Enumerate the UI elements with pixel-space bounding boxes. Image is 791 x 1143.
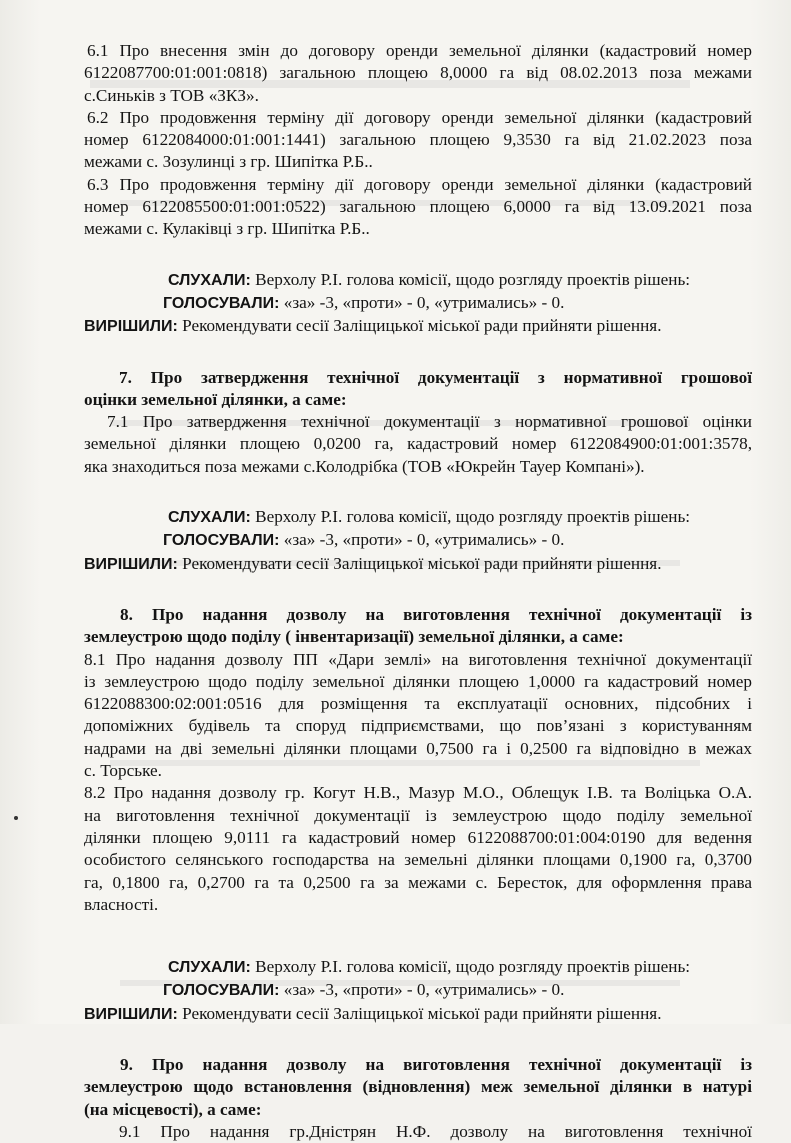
item-6-1-line-2: 6122087700:01:001:0818) загальною площею 8,0000 га від 08.02.2013 поза межами: [84, 63, 752, 83]
heard-text: Верхолу Р.І. голова комісії, щодо розгляду проектів рішень:: [250, 269, 691, 289]
item-6-3-line-3: межами с. Кулаківці з гр. Шипітка Р.Б..: [84, 219, 370, 239]
voted-label: ГОЛОСУВАЛИ:: [163, 532, 280, 550]
heard-label: СЛУХАЛИ:: [168, 959, 251, 977]
item-8-2-line-2: на виготовлення технічної документації із землеустрою щодо поділу земельної: [84, 805, 752, 825]
heard-line-8: [84, 956, 752, 979]
item-8-2-line-1: 8.2 Про надання дозволу гр. Когут Н.В., Мазур М.О., Облещук І.В. та Воліцька О.А.: [84, 783, 752, 803]
heard-text: Верхолу Р.І. голова комісії, щодо розгляду проектів рішень:: [250, 957, 691, 977]
voted-label: ГОЛОСУВАЛИ:: [163, 982, 280, 1000]
voted-line-6: [84, 292, 752, 315]
voted-label: ГОЛОСУВАЛИ:: [163, 294, 280, 312]
section-9-heading-line-1: 9. Про надання дозволу на виготовлення технічної документації із: [120, 1054, 752, 1074]
item-6-3-line-2: номер 6122085500:01:001:0522) загальною площею 6,0000 га від 13.09.2021 поза: [84, 197, 752, 217]
heard-line-6: [84, 269, 752, 292]
item-9-1-line-1: 9.1 Про надання гр.Дністрян Н.Ф. дозволу на виготовлення технічної: [119, 1121, 752, 1141]
item-8-1-line-3: 6122088300:02:001:0516 для розміщення та експлуатації основних, підсобних і: [84, 694, 752, 714]
item-8-2-line-3: ділянки площею 9,0111 га кадастровий номер 6122088700:01:004:0190 для ведення: [84, 827, 752, 847]
decided-label: ВИРІШИЛИ:: [84, 555, 178, 573]
decided-text: Рекомендувати сесії Заліщицької міської ради прийняти рішення.: [177, 1003, 662, 1023]
voted-text: «за» -3, «проти» - 0, «утримались» - 0.: [279, 530, 565, 550]
item-6-1-line-3: с.Синьків з ТОВ «ЗКЗ».: [84, 85, 259, 105]
item-7-1-line-2: земельної ділянки площею 0,0200 га, кадастровий номер 6122084900:01:001:3578,: [84, 434, 752, 454]
item-6-2-line-1: 6.2 Про продовження терміну дії договору оренди земельної ділянки (кадастровий: [87, 107, 752, 127]
heard-label: СЛУХАЛИ:: [168, 509, 251, 527]
voted-line-8: [84, 979, 752, 1002]
item-6-3-line-1: 6.3 Про продовження терміну дії договору оренди земельної ділянки (кадастровий: [87, 174, 752, 194]
section-9-heading-line-2: землеустрою щодо встановлення (відновлення) меж земельної ділянки в натурі: [84, 1077, 752, 1097]
section-8-heading-line-1: 8. Про надання дозволу на виготовлення технічної документації із: [120, 604, 752, 624]
section-7-heading-line-1: 7. Про затвердження технічної документації з нормативної грошової: [119, 367, 752, 387]
item-8-1-line-1: 8.1 Про надання дозволу ПП «Дари землі» на виготовлення технічної документації: [84, 649, 752, 669]
scan-speck: [14, 816, 18, 820]
item-6-2-line-3: межами с. Зозулинці з гр. Шипітка Р.Б..: [84, 152, 373, 172]
decided-line-7: [84, 553, 752, 576]
decided-label: ВИРІШИЛИ:: [84, 318, 178, 336]
decided-label: ВИРІШИЛИ:: [84, 1005, 178, 1023]
document-body: [84, 40, 752, 1143]
item-8-1-line-6: с. Торське.: [84, 761, 162, 781]
decided-text: Рекомендувати сесії Заліщицької міської ради прийняти рішення.: [177, 553, 662, 573]
item-6-2-line-2: номер 6122084000:01:001:1441) загальною площею 9,3530 га від 21.02.2023 поза: [84, 130, 752, 150]
decided-line-8: [84, 1003, 752, 1026]
item-7-1-line-3: яка знаходиться поза межами с.Колодрібка (ТОВ «Юкрейн Тауер Компані»).: [84, 456, 645, 476]
decided-text: Рекомендувати сесії Заліщицької міської ради прийняти рішення.: [177, 316, 662, 336]
voted-line-7: [84, 529, 752, 552]
item-8-1-line-5: надрами на дві земельні ділянки площами 0,7500 га і 0,2500 га відповідно в межах: [84, 738, 752, 758]
item-7-1-line-1: 7.1 Про затвердження технічної документації з нормативної грошової оцінки: [107, 412, 752, 432]
heard-line-7: [84, 506, 752, 529]
section-9-heading-line-3: (на місцевості), а саме:: [84, 1099, 262, 1119]
item-8-2-line-6: власності.: [84, 894, 159, 914]
item-8-1-line-2: із землеустрою щодо поділу земельної ділянки площею 1,0000 га кадастровий номер: [84, 671, 752, 691]
voted-text: «за» -3, «проти» - 0, «утримались» - 0.: [279, 292, 565, 312]
heard-label: СЛУХАЛИ:: [168, 271, 251, 289]
decided-line-6: [84, 315, 752, 338]
section-7-heading-line-2: оцінки земельної ділянки, а саме:: [84, 389, 347, 409]
voted-text: «за» -3, «проти» - 0, «утримались» - 0.: [279, 980, 565, 1000]
item-8-2-line-5: га, 0,1800 га, 0,2700 га та 0,2500 га за межами с. Бересток, для оформлення права: [84, 872, 752, 892]
item-6-1-line-1: 6.1 Про внесення змін до договору оренди земельної ділянки (кадастровий номер: [87, 41, 752, 60]
item-8-2-line-4: особистого селянського господарства на земельні ділянки площами 0,1900 га, 0,3700: [84, 850, 752, 870]
item-8-1-line-4: допоміжних будівель та споруд підприємствами, що пов’язані з користуванням: [84, 716, 752, 736]
heard-text: Верхолу Р.І. голова комісії, щодо розгляду проектів рішень:: [250, 507, 691, 527]
section-8-heading-line-2: землеустрою щодо поділу ( інвентаризації) земельної ділянки, а саме:: [84, 627, 624, 647]
